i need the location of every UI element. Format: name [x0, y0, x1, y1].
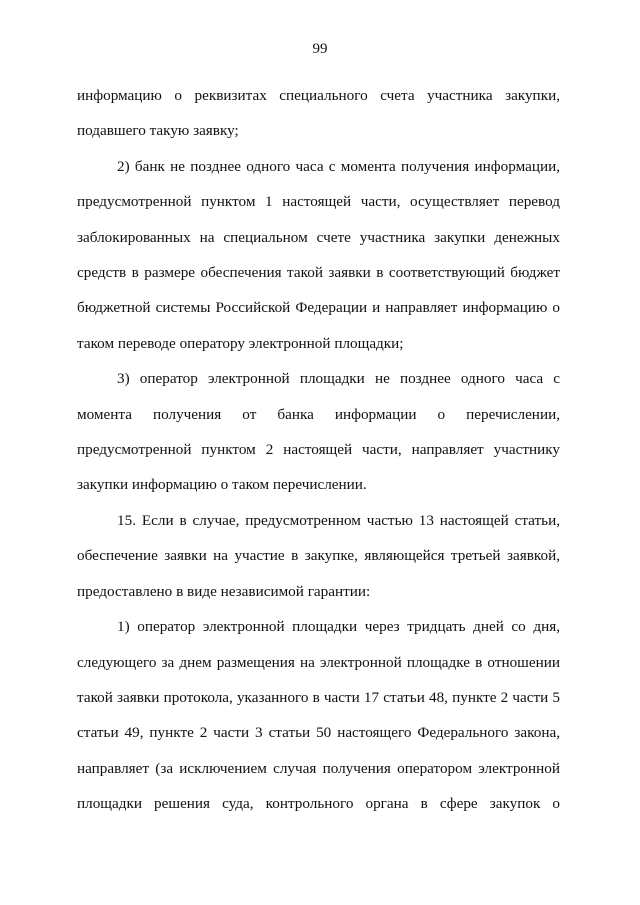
paragraph-item-2: 2) банк не позднее одного часа с момента получения информации, предусмотренной пунктом 1 настоящей части, осуществляет перевод заблокированных на специальном счете участника закупки денежных средств в размере обеспечения такой заявки в соответствующий бюджет бюджетной системы Российской Федерации и направляет информацию о таком переводе оператору электронной площадки; [77, 157, 560, 352]
paragraph-section-15: 15. Если в случае, предусмотренном частью 13 настоящей статьи, обеспечение заявки на участие в закупке, являющейся третьей заявкой, предоставлено в виде независимой гарантии: [77, 511, 560, 600]
paragraph-item-1: 1) оператор электронной площадки через тридцать дней со дня, следующего за днем размещения на электронной площадке в отношении такой заявки протокола, указанного в части 17 статьи 48, пункте 2 части 5 статьи 49, пункте 2 части 3 статьи 50 настоящего Федерального закона, направляет (за исключением случая получения оператором электронной площадки решения суда, контрольного органа в сфере закупок о [77, 618, 560, 813]
document-body [77, 78, 560, 822]
page-number: 99 [312, 41, 328, 57]
paragraph-item-3: 3) оператор электронной площадки не позднее одного часа с момента получения от банка информации о перечислении, предусмотренной пунктом 2 настоящей части, направляет участнику закупки информацию о таком перечислении. [77, 370, 560, 494]
paragraph-continuation: информацию о реквизитах специального счета участника закупки, подавшего такую заявку; [77, 87, 560, 140]
